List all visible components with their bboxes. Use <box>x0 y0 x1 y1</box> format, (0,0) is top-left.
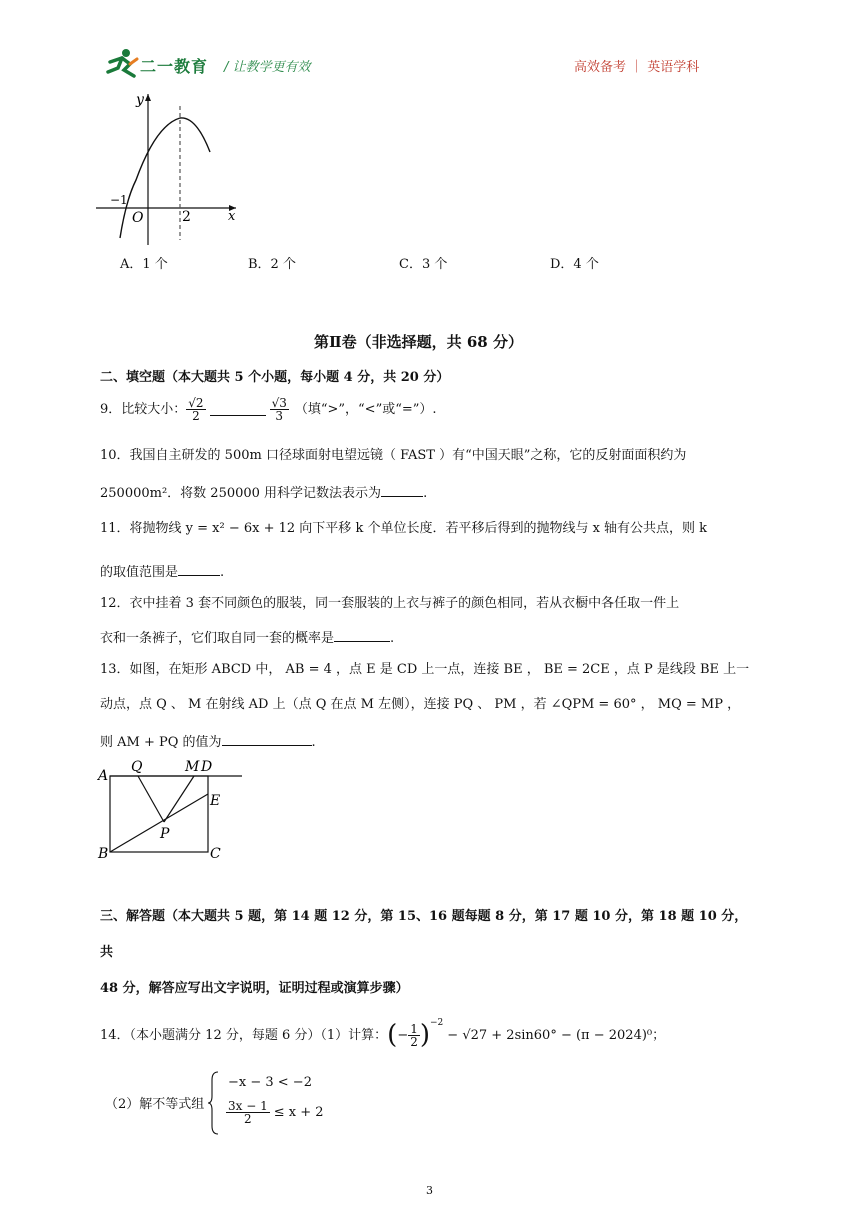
label-m: M <box>185 759 200 775</box>
section3-heading-line3: 48 分，解答应写出文字说明，证明过程或演算步骤） <box>100 981 409 996</box>
label-a: A <box>98 768 109 784</box>
option-c: C．3 个 <box>399 257 448 272</box>
q10-answer-blank <box>381 484 423 497</box>
q12-line1: 12．衣中挂着 3 套不同颜色的服装，同一套服装的上衣与裤子的颜色相同，若从衣橱中各任取一件上 <box>100 596 680 611</box>
inequality-1: −x − 3 < −2 <box>228 1075 312 1090</box>
q12-answer-blank <box>334 629 390 642</box>
label-e: E <box>210 793 221 809</box>
q14-intro: 14．（本小题满分 12 分，每题 6 分）（1）计算： <box>100 1027 388 1043</box>
q10-line2: 250000m²．将数 250000 用科学记数法表示为 . <box>100 486 428 501</box>
q13-line3: 则 AM + PQ 的值为 . <box>100 735 316 750</box>
q14-expression-rest: − √27 + 2sin60° − (π − 2024)⁰； <box>447 1027 666 1043</box>
x-label: x <box>228 209 236 224</box>
brand-name: 二一教育 <box>140 57 209 76</box>
neg-one-label: −1 <box>110 193 128 207</box>
q10-line1: 10．我国自主研发的 500m 口径球面射电望远镜（ FAST ）有“中国天眼”之称，它的反射面面积约为 <box>100 448 687 463</box>
option-b: B．2 个 <box>248 257 296 272</box>
option-a: A．1 个 <box>120 257 168 272</box>
q11-line1: 11．将抛物线 y = x² − 6x + 12 向下平移 k 个单位长度．若平移后得到的抛物线与 x 轴有公共点，则 k <box>100 521 708 536</box>
q9-fraction-1: $\frac{√2}{2}$ <box>188 396 204 423</box>
page-number: 3 <box>426 1184 433 1197</box>
rectangle-figure <box>94 756 254 866</box>
origin-label: O <box>132 210 144 226</box>
inequality-2-fraction: $\frac{3x - 1}{2}$ <box>228 1099 268 1126</box>
q14-part1: 14．（本小题满分 12 分，每题 6 分）（1）计算： ( − $\frac{1}{2}$ ) −2 − √27 + 2sin60° − (π − 2024)⁰； <box>100 1017 666 1050</box>
section3-heading-line1: 三、解答题（本大题共 5 题，第 14 题 12 分，第 15、16 题每题 8 分，第 17 题 10 分，第 18 题 10 分， <box>100 909 748 924</box>
q13-answer-blank <box>222 733 312 746</box>
inequality-2: $\frac{3x - 1}{2}$ ≤ x + 2 <box>228 1099 324 1126</box>
q9-fraction-2: $\frac{√3}{3}$ <box>271 396 287 423</box>
section2-title: 第Ⅱ卷（非选择题，共 68 分） <box>314 333 523 351</box>
q11-line2: 的取值范围是 . <box>100 565 225 580</box>
label-q: Q <box>131 759 143 775</box>
system-brace <box>208 1070 220 1136</box>
q13-line2: 动点，点 Q 、 M 在射线 AD 上（点 Q 在点 M 左侧），连接 PQ 、 PM ，若 ∠QPM = 60° ， MQ = MP ， <box>100 697 741 712</box>
label-d: D <box>201 759 213 775</box>
q9-answer-blank <box>210 403 266 416</box>
segment-be <box>110 794 208 852</box>
section3-heading-line2: 共 <box>100 945 114 960</box>
q9-prefix: 9．比较大小： <box>100 402 187 417</box>
q12-line2: 衣和一条裤子，它们取自同一套的概率是 . <box>100 631 395 646</box>
q14-half-fraction: $\frac{1}{2}$ <box>410 1021 418 1049</box>
header-subject: 高效备考 ｜ 英语学科 <box>574 60 700 75</box>
q11-answer-blank <box>178 563 220 576</box>
label-c: C <box>210 846 221 862</box>
y-label: y <box>136 92 144 108</box>
q9-suffix: （填“>”，“<”或“=”）. <box>294 402 437 417</box>
brand-slogan: / 让教学更有效 <box>224 60 311 75</box>
logo-icon <box>104 48 140 82</box>
parabola-graph <box>96 90 246 250</box>
segment-pq <box>138 776 164 822</box>
option-d: D．4 个 <box>550 257 599 272</box>
label-p: P <box>160 826 170 842</box>
label-b: B <box>98 846 109 862</box>
section2-heading: 二、填空题（本大题共 5 个小题，每小题 4 分，共 20 分） <box>100 370 450 385</box>
question-9 <box>100 397 437 422</box>
segment-pm <box>164 776 194 822</box>
q14-part2: （2）解不等式组 <box>105 1097 205 1112</box>
two-label: 2 <box>182 209 191 225</box>
q13-line1: 13．如图，在矩形 ABCD 中， AB = 4 ，点 E 是 CD 上一点，连接 BE ， BE = 2CE ，点 P 是线段 BE 上一 <box>100 662 750 677</box>
